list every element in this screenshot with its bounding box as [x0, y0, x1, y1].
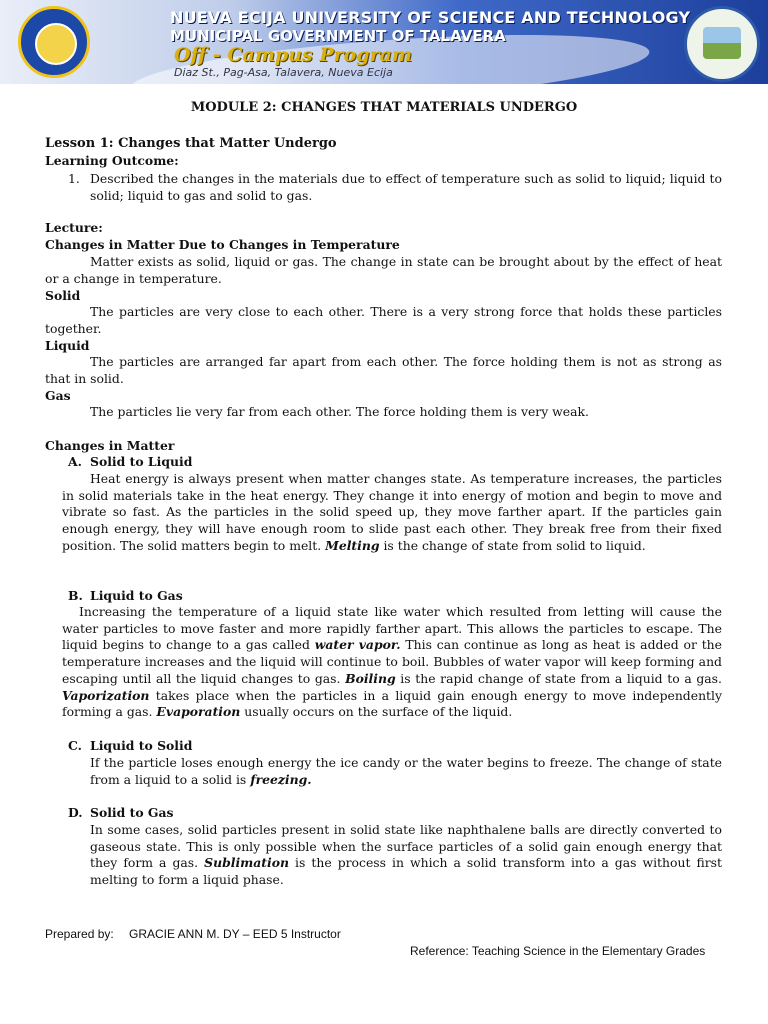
section-b-title: Liquid to Gas [90, 588, 183, 603]
outcome-text: Described the changes in the materials due to effect of temperature such as solid to liquid; liquid to solid; liquid to gas and solid to gas. [90, 171, 722, 203]
term-water-vapor: water vapor. [314, 637, 401, 653]
section-a-letter: A. [68, 454, 82, 469]
term-evaporation: Evaporation [156, 704, 241, 720]
section-d-title: Solid to Gas [90, 805, 174, 820]
section-b-letter: B. [68, 588, 83, 603]
section-a-text: Heat energy is always present when matter changes state. As temperature increases, the particles in solid materials take in the heat energy. They change it into energy of motion and begin to move and vibrate so fast. As the particles in the solid speed up, they move farther apart. If the particles gain enough energy, they will have enough room to slide past each other. They break free from their fixed position. The solid matters begin to melt. Melting is the change of state from solid to liquid. [62, 471, 722, 553]
changes-heading: Changes in Matter [45, 438, 175, 453]
reference: Reference: Teaching Science in the Elementary Grades [410, 944, 706, 958]
prepared-by-name: GRACIE ANN M. DY – EED 5 Instructor [129, 927, 341, 941]
outcome-number: 1. [68, 171, 80, 186]
term-vaporization: Vaporization [62, 687, 150, 703]
state-solid-text: The particles are very close to each other. There is a very strong force that holds these particles together. [45, 304, 722, 336]
section-c-text: If the particle loses enough energy the ice candy or the water begins to freeze. The change of state from a liquid to a solid is freezing. [90, 755, 722, 787]
section-d-text: In some cases, solid particles present in solid state like naphthalene balls are directly converted to gaseous state. This is only possible when the surface particles of a solid gain enough energy that they form a gas. Sublimation is the process in which a solid transform into a gas without first melting to form a liquid phase. [90, 822, 722, 888]
lecture-intro: Matter exists as solid, liquid or gas. The change in state can be brought about by the effect of heat or a change in temperature. [45, 254, 722, 286]
university-name: NUEVA ECIJA UNIVERSITY OF SCIENCE AND TECHNOLOGY [170, 8, 691, 27]
program-name: Off - Campus Program [174, 44, 413, 66]
state-solid-name: Solid [45, 288, 81, 303]
prepared-by-label: Prepared by: [45, 927, 114, 941]
term-sublimation: Sublimation [204, 855, 290, 871]
section-c-title: Liquid to Solid [90, 738, 193, 753]
government-name: MUNICIPAL GOVERNMENT OF TALAVERA [170, 27, 506, 45]
section-c-letter: C. [68, 738, 82, 753]
state-gas-name: Gas [45, 388, 71, 403]
section-b-text: Increasing the temperature of a liquid state like water which resulted from letting will cause the water particles to move faster and more rapidly farther apart. This allows the particles to escape. The liquid begins to change to a gas called water vapor. This can continue as long as heat is added or the temperature increases and the liquid will continue to boil. Bubbles of water vapor will keep forming and escaping until all the liquid changes to gas. Boiling is the rapid change of state from a liquid to a gas. Vaporization takes place when the particles in a liquid gain enough energy to move independently forming a gas. Evaporation usually occurs on the surface of the liquid. [62, 604, 722, 720]
header-banner [0, 0, 768, 84]
term-freezing: freezing. [250, 771, 312, 787]
lesson-title: Lesson 1: Changes that Matter Undergo [45, 136, 337, 151]
address: Diaz St., Pag-Asa, Talavera, Nueva Ecija [174, 66, 393, 79]
lecture-heading: Lecture: [45, 220, 103, 235]
section-d-letter: D. [68, 805, 83, 820]
university-seal-icon [18, 6, 90, 78]
lecture-subheading: Changes in Matter Due to Changes in Temperature [45, 237, 400, 252]
term-boiling: Boiling [345, 670, 396, 686]
term-melting: Melting [325, 537, 380, 553]
state-liquid-name: Liquid [45, 338, 90, 353]
municipal-seal-icon [684, 6, 760, 82]
section-a-title: Solid to Liquid [90, 454, 193, 469]
outcome-heading: Learning Outcome: [45, 153, 179, 168]
module-title: MODULE 2: CHANGES THAT MATERIALS UNDERGO [190, 100, 578, 115]
state-liquid-text: The particles are arranged far apart from each other. The force holding them is not as strong as that in solid. [45, 354, 722, 386]
state-gas-text: The particles lie very far from each other. The force holding them is very weak. [90, 404, 589, 419]
